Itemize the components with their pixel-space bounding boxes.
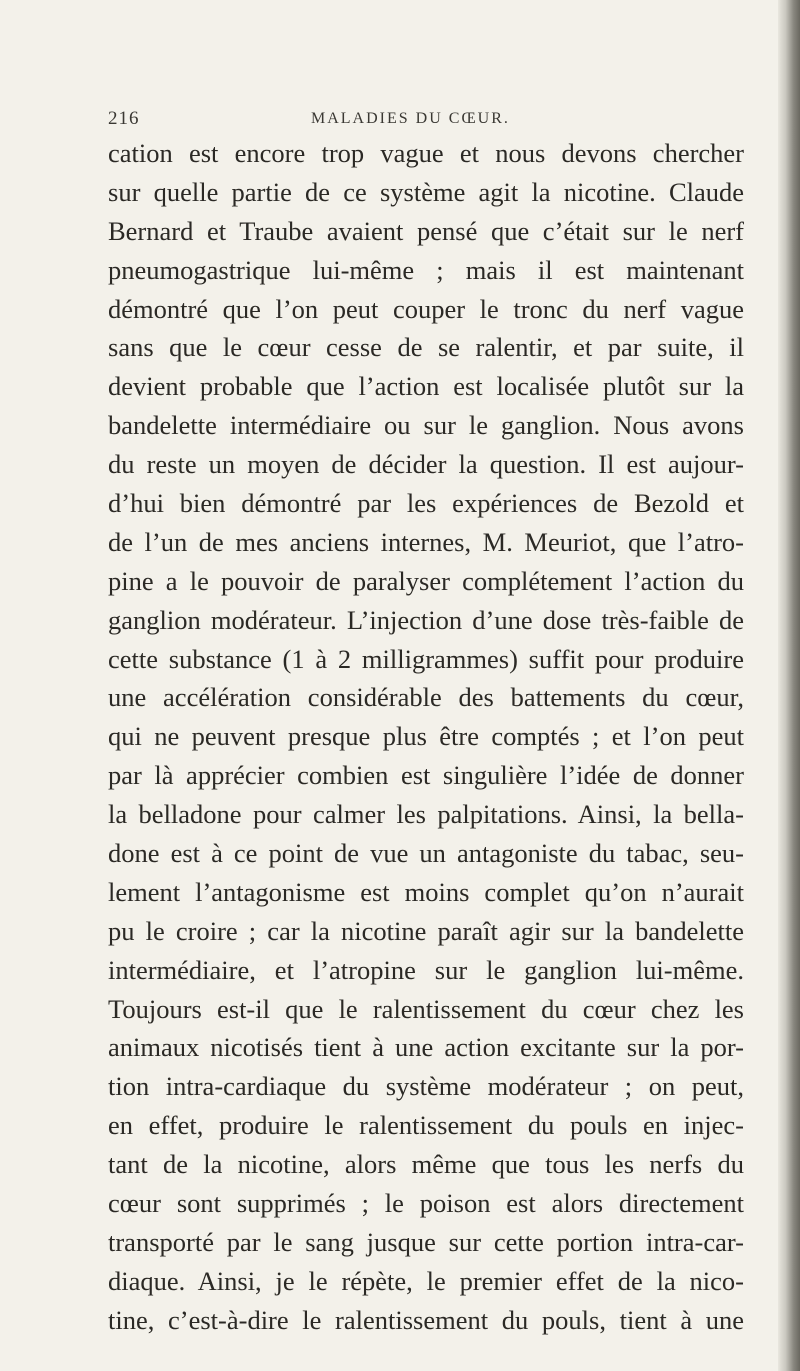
- text-line: en effet, produire le ralentissement du pouls en injec-: [108, 1110, 744, 1141]
- text-line: ganglion modérateur. L’injection d’une dose très-faible de: [108, 604, 744, 635]
- text-line: pu le croire ; car la nicotine paraît agir sur la bandelette: [108, 915, 744, 946]
- text-line: d’hui bien démontré par les expériences de Bezold et: [108, 488, 744, 519]
- text-line: diaque. Ainsi, je le répète, le premier effet de la nico-: [108, 1265, 744, 1296]
- text-line: par là apprécier combien est singulière l’idée de donner: [108, 760, 744, 791]
- text-line: pneumogastrique lui-même ; mais il est maintenant: [108, 254, 744, 285]
- page-header: [108, 108, 748, 134]
- text-line: cœur sont supprimés ; le poison est alors directement: [108, 1188, 744, 1219]
- text-line: bandelette intermédiaire ou sur le ganglion. Nous avons: [108, 410, 744, 441]
- text-line: du reste un moyen de décider la question. Il est aujour-: [108, 449, 744, 480]
- text-line: intermédiaire, et l’atropine sur le ganglion lui-même.: [108, 954, 744, 985]
- text-line: tant de la nicotine, alors même que tous les nerfs du: [108, 1149, 744, 1180]
- text-line: lement l’antagonisme est moins complet qu’on n’aurait: [108, 876, 744, 907]
- page-edge-shadow: [778, 0, 800, 1371]
- text-line: démontré que l’on peut couper le tronc du nerf vague: [108, 293, 744, 324]
- text-line: sur quelle partie de ce système agit la nicotine. Claude: [108, 176, 744, 207]
- text-line: Toujours est-il que le ralentissement du cœur chez les: [108, 993, 744, 1024]
- text-line: sans que le cœur cesse de se ralentir, et par suite, il: [108, 332, 744, 363]
- text-line: animaux nicotisés tient à une action excitante sur la por-: [108, 1032, 744, 1063]
- text-line: la belladone pour calmer les palpitations. Ainsi, la bella-: [108, 799, 744, 830]
- running-title: MALADIES DU CŒUR.: [311, 110, 510, 127]
- page-number: 216: [108, 108, 140, 129]
- text-line: cette substance (1 à 2 milligrammes) suffit pour produire: [108, 643, 744, 674]
- text-line: cation est encore trop vague et nous devons chercher: [108, 138, 744, 168]
- body-text: [108, 134, 744, 1340]
- text-line: tine, c’est-à-dire le ralentissement du pouls, tient à une: [108, 1304, 744, 1335]
- text-line: devient probable que l’action est localisée plutôt sur la: [108, 371, 744, 402]
- text-line: une accélération considérable des battements du cœur,: [108, 682, 744, 713]
- text-line: qui ne peuvent presque plus être comptés ; et l’on peut: [108, 721, 744, 752]
- text-line: tion intra-cardiaque du système modérateur ; on peut,: [108, 1071, 744, 1102]
- text-line: transporté par le sang jusque sur cette portion intra-car-: [108, 1226, 744, 1257]
- text-line: Bernard et Traube avaient pensé que c’était sur le nerf: [108, 215, 744, 246]
- text-line: de l’un de mes anciens internes, M. Meuriot, que l’atro-: [108, 526, 744, 557]
- text-line: pine a le pouvoir de paralyser complétement l’action du: [108, 565, 744, 596]
- text-line: done est à ce point de vue un antagoniste du tabac, seu-: [108, 838, 744, 869]
